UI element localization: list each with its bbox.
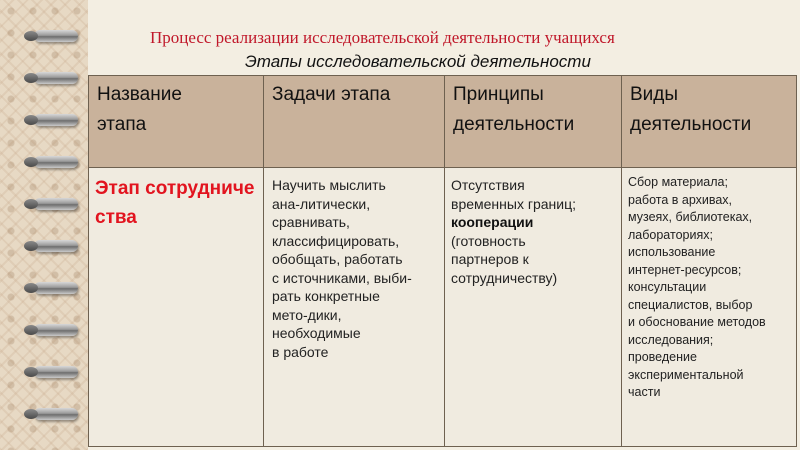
activities-line: консультации xyxy=(628,280,707,294)
header-principles xyxy=(445,76,622,168)
principles-bold-term: кооперации xyxy=(451,214,534,230)
tasks-line: мето-дики, xyxy=(272,306,342,323)
activities-line: музеях, библиотеках, xyxy=(628,210,753,224)
header-line: Задачи этапа xyxy=(272,84,391,105)
tasks-line: рать конкретные xyxy=(272,288,380,304)
principles-line: (готовность xyxy=(451,232,526,249)
activities-line: специалистов, выбор xyxy=(628,297,753,312)
binder-ring-icon xyxy=(34,30,78,42)
decorative-border xyxy=(0,0,88,450)
activities-line: использование xyxy=(628,245,716,259)
page-title: Процесс реализации исследовательской деятельности учащихся xyxy=(150,28,615,47)
header-tasks xyxy=(264,76,445,168)
activities-line: проведение xyxy=(628,350,697,364)
tasks-cell xyxy=(264,168,445,447)
binder-ring-icon xyxy=(34,408,78,420)
table-header-row xyxy=(89,76,797,168)
binder-ring-icon xyxy=(34,72,78,84)
binder-ring-icon xyxy=(34,156,78,168)
table-row xyxy=(89,168,797,447)
activities-cell xyxy=(622,168,797,447)
header-line: деятельности xyxy=(453,114,575,135)
binder-ring-icon xyxy=(34,240,78,252)
tasks-line: с источниками, выби- xyxy=(272,269,412,286)
activities-line: работа в архивах, xyxy=(628,192,733,207)
activities-line: части xyxy=(628,385,661,399)
tasks-line: обобщать, работать xyxy=(272,251,403,267)
binder-ring-icon xyxy=(34,324,78,336)
stage-name-cell: Этап сотрудничества xyxy=(89,168,264,447)
principles-line: сотрудничеству) xyxy=(451,269,558,286)
header-stage-name xyxy=(89,76,264,168)
principles-line: Отсутствия xyxy=(451,177,525,193)
tasks-line: необходимые xyxy=(272,325,361,341)
binder-ring-icon xyxy=(34,114,78,126)
principles-line: партнеров к xyxy=(451,251,529,267)
tasks-line: сравнивать, xyxy=(272,214,350,230)
header-line: Принципы xyxy=(453,84,544,105)
activities-line: исследования; xyxy=(628,332,714,347)
principles-cell xyxy=(445,168,622,447)
page-subtitle: Этапы исследовательской деятельности xyxy=(245,52,591,71)
binder-ring-icon xyxy=(34,366,78,378)
header-activities xyxy=(622,76,797,168)
stages-table xyxy=(88,75,797,447)
tasks-line: в работе xyxy=(272,343,329,360)
header-line: Виды xyxy=(630,84,679,105)
activities-line: интернет-ресурсов; xyxy=(628,262,742,277)
activities-line: Сбор материала; xyxy=(628,175,728,189)
binder-ring-icon xyxy=(34,282,78,294)
activities-line: экспериментальной xyxy=(628,367,744,382)
tasks-line: классифицировать, xyxy=(272,232,400,249)
principles-line: временных границ; xyxy=(451,195,576,212)
header-line: этапа xyxy=(97,114,147,135)
header-line: деятельности xyxy=(630,114,752,135)
tasks-line: ана-литически, xyxy=(272,195,371,212)
activities-line: лабораториях; xyxy=(628,227,713,242)
binder-ring-icon xyxy=(34,198,78,210)
header-line: Название xyxy=(97,84,182,105)
tasks-line: Научить мыслить xyxy=(272,177,386,193)
activities-line: и обоснование методов xyxy=(628,315,766,329)
